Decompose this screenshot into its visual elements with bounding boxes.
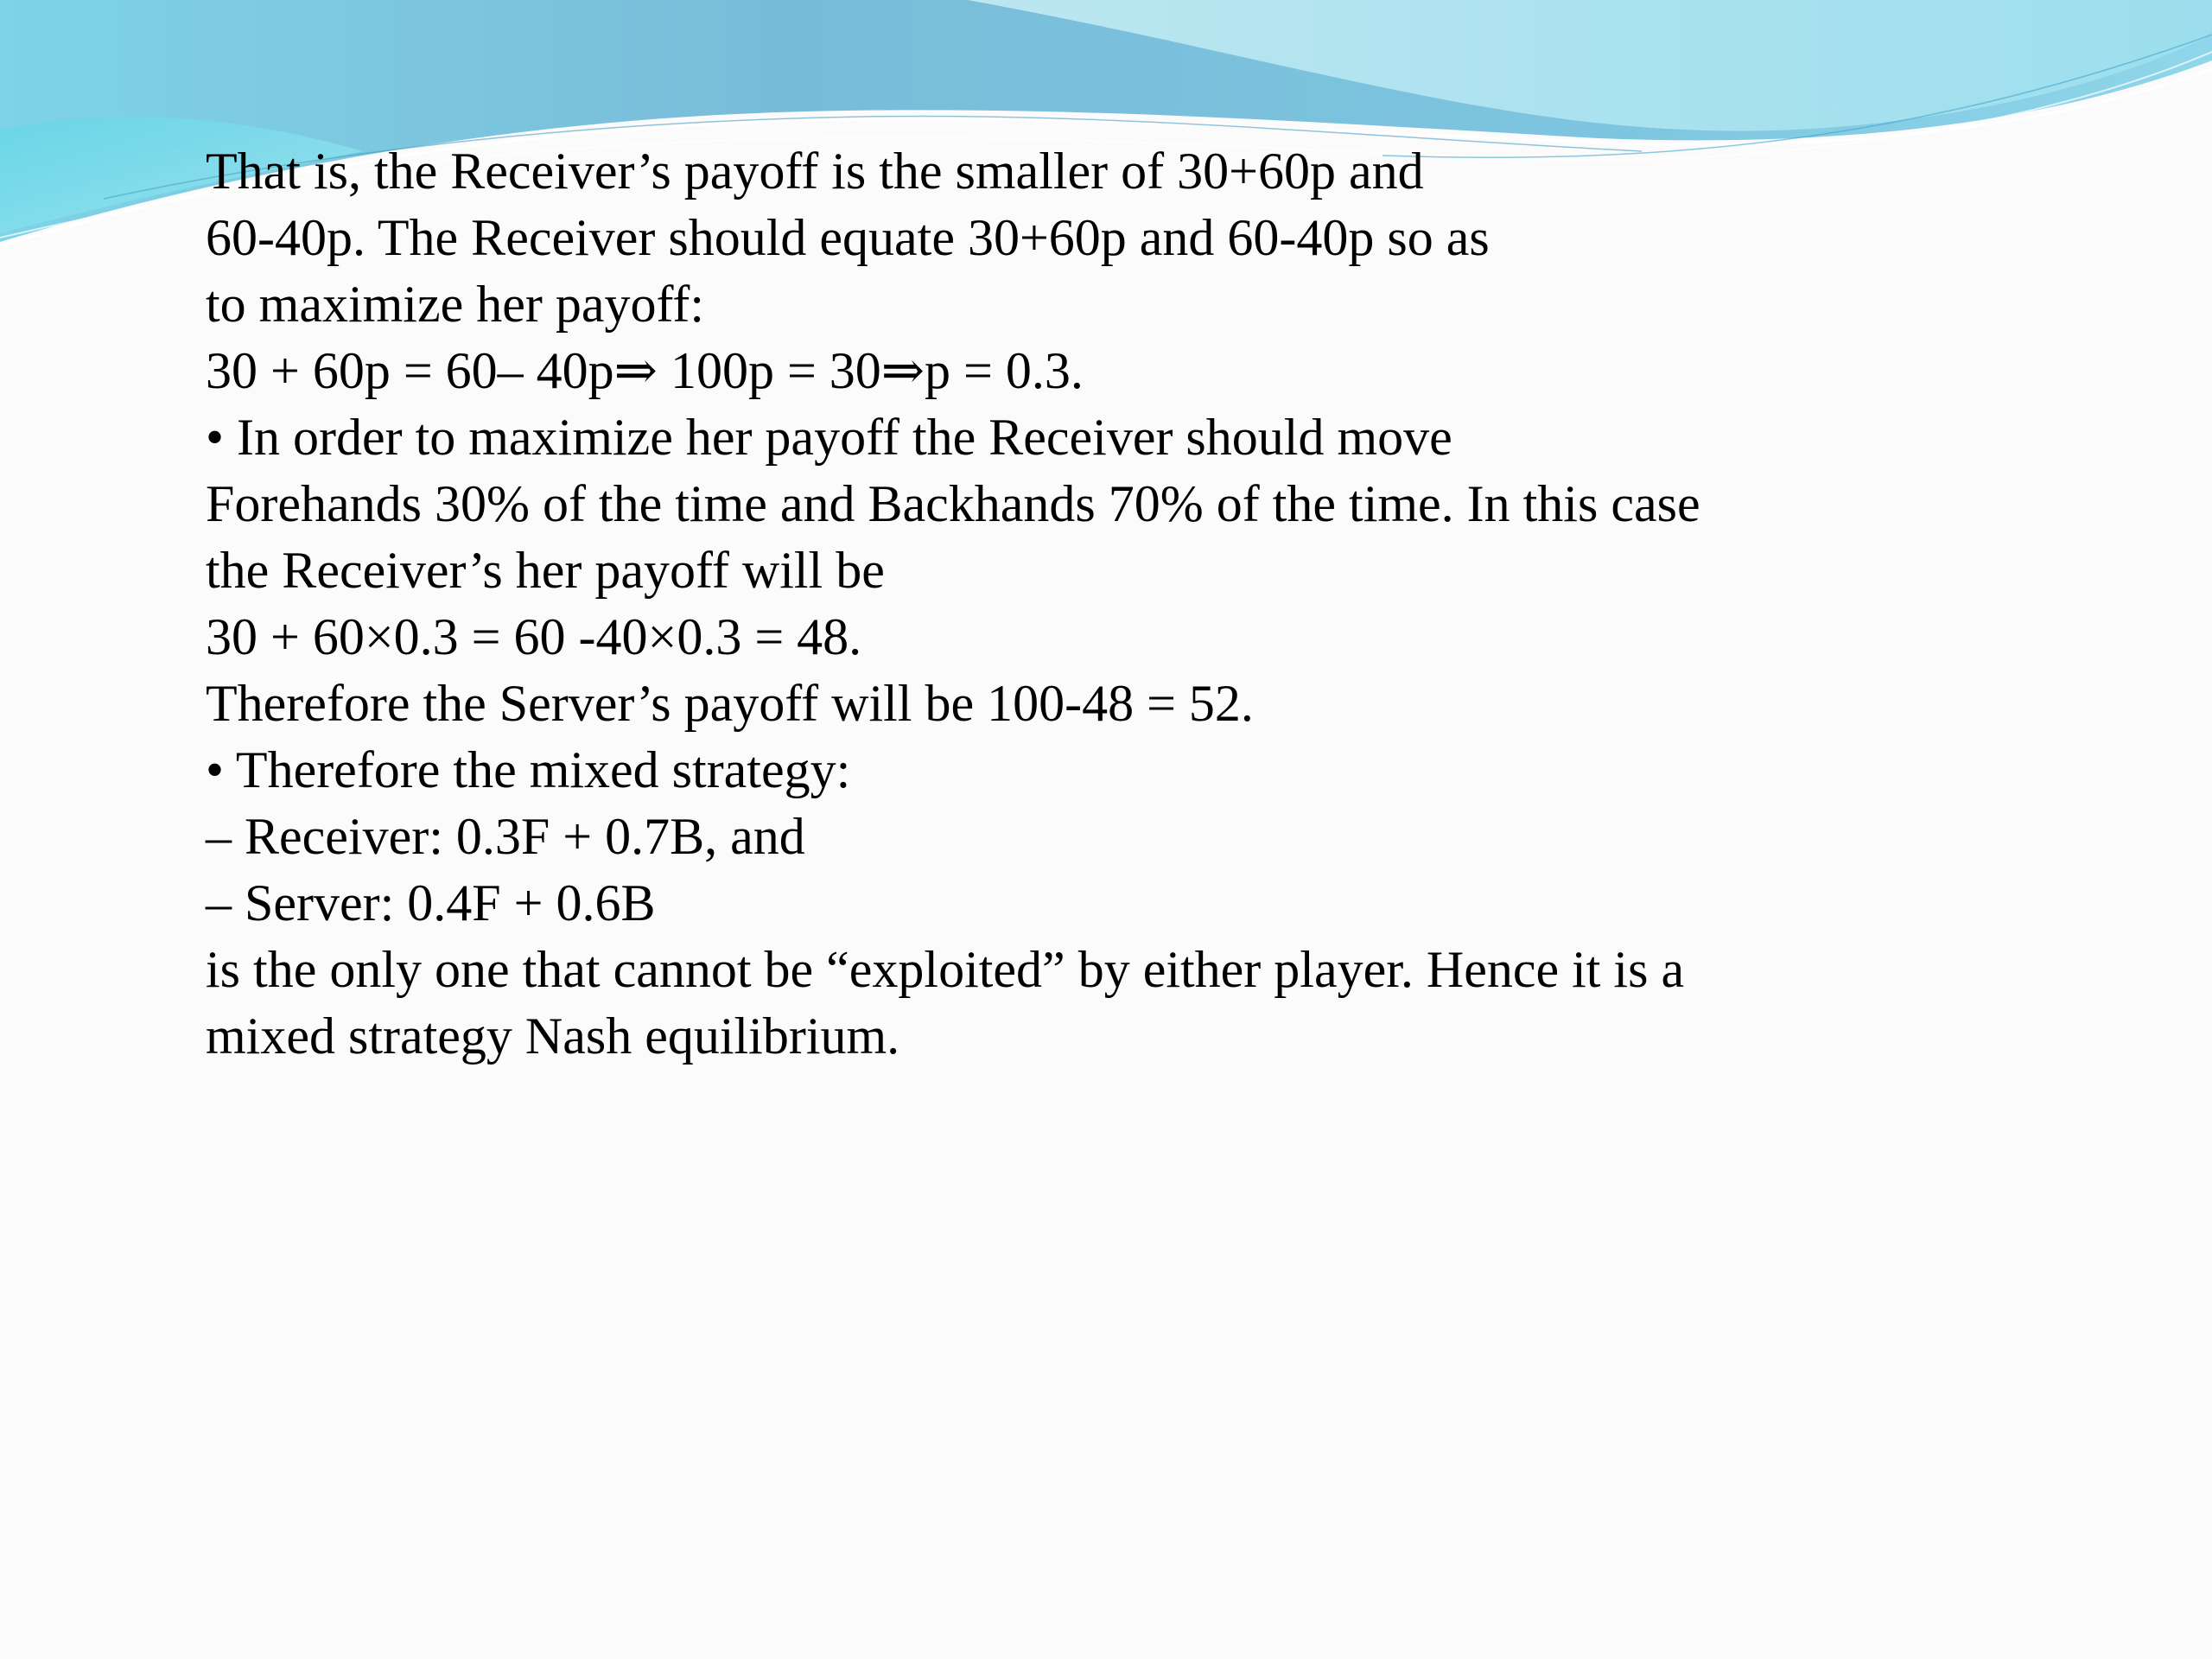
sub-bullet-item: – Receiver: 0.3F + 0.7B, and bbox=[206, 808, 805, 865]
bullet-item: • In order to maximize her payoff the Receiver should move bbox=[206, 409, 1452, 466]
text-line: Forehands 30% of the time and Backhands 70% of the time. In this case bbox=[206, 475, 1700, 532]
bullet-item: • Therefore the mixed strategy: bbox=[206, 741, 851, 798]
text-line: to maximize her payoff: bbox=[206, 276, 705, 333]
sub-bullet-item: – Server: 0.4F + 0.6B bbox=[206, 874, 656, 931]
text-line: That is, the Receiver’s payoff is the smaller of 30+60p and bbox=[206, 143, 1424, 200]
body-text bbox=[206, 138, 2020, 1070]
equation-line: 30 + 60p = 60– 40p⇒ 100p = 30⇒p = 0.3. bbox=[206, 342, 1084, 399]
text-line: 60-40p. The Receiver should equate 30+60p and 60-40p so as bbox=[206, 209, 1490, 266]
text-line: Therefore the Server’s payoff will be 100-48 = 52. bbox=[206, 675, 1254, 732]
text-line: is the only one that cannot be “exploited” by either player. Hence it is a bbox=[206, 941, 1685, 998]
text-line: mixed strategy Nash equilibrium. bbox=[206, 1007, 900, 1065]
equation-line: 30 + 60×0.3 = 60 -40×0.3 = 48. bbox=[206, 608, 862, 665]
text-line: the Receiver’s her payoff will be bbox=[206, 542, 885, 599]
